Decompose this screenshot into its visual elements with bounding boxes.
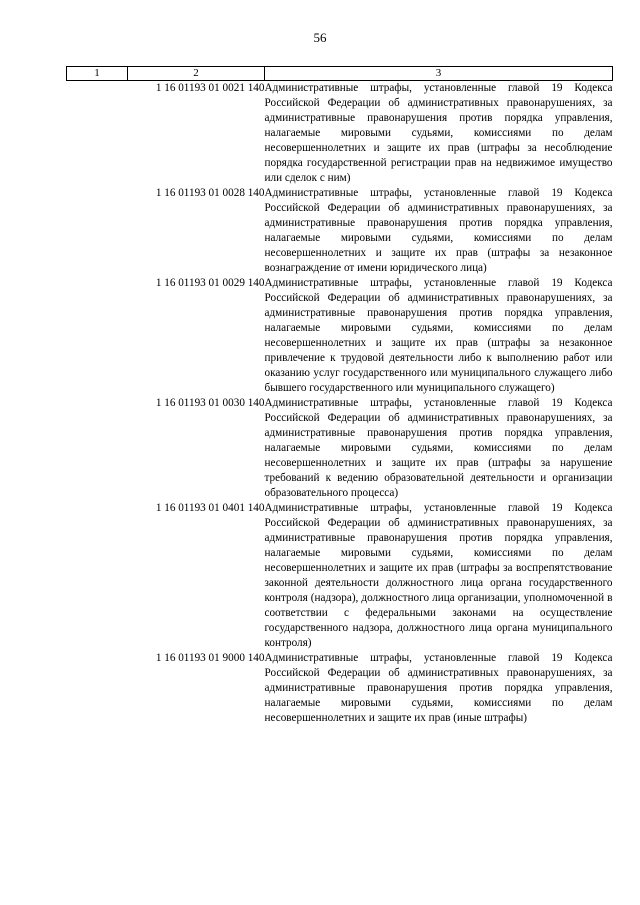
code-description: Административные штрафы, установленные главой 19 Кодекса Российской Федерации об административных правонарушениях, за административные правонарушения против порядка управления, налагаемые мировыми судьями, комиссиями по делам несовершеннолетних и защите их прав (штрафы за незаконное вознаграждение от имени юридического лица) — [264, 187, 613, 274]
row-empty-cell — [67, 501, 128, 651]
code-description: Административные штрафы, установленные главой 19 Кодекса Российской Федерации об административных правонарушениях, за административные правонарушения против порядка управления, налагаемые мировыми судьями, комиссиями по делам несовершеннолетних и защите их прав (штрафы за нарушение требований к ведению образовательной деятельности и организации образовательного процесса) — [264, 397, 613, 499]
row-empty-cell — [67, 396, 128, 501]
code-description: Административные штрафы, установленные главой 19 Кодекса Российской Федерации об административных правонарушениях, за административные правонарушения против порядка управления, налагаемые мировыми судьями, комиссиями по делам несовершеннолетних и защите их прав (штрафы за несоблюдение порядка государственной регистрации прав на недвижимое имущество или сделок с ним) — [264, 82, 613, 184]
row-empty-cell — [67, 81, 128, 187]
table-row — [67, 276, 613, 396]
code-description: Административные штрафы, установленные главой 19 Кодекса Российской Федерации об административных правонарушениях, за административные правонарушения против порядка управления, налагаемые мировыми судьями, комиссиями по делам несовершеннолетних и защите их прав (штрафы за воспрепятствование законной деятельности должностного лица органа государственного контроля (надзора), должностного лица организации, уполномоченной в соответствии с федеральными законами на осуществление государственного надзора, должностного лица органа муниципального контроля) — [264, 502, 613, 649]
budget-code: 1 16 01193 01 9000 140 — [155, 652, 265, 664]
code-description: Административные штрафы, установленные главой 19 Кодекса Российской Федерации об административных правонарушениях, за административные правонарушения против порядка управления, налагаемые мировыми судьями, комиссиями по делам несовершеннолетних и защите их прав (иные штрафы) — [264, 652, 613, 724]
budget-codes-table — [66, 66, 613, 726]
column-header-3: 3 — [265, 67, 613, 81]
budget-code: 1 16 01193 01 0030 140 — [155, 397, 265, 409]
table-row — [67, 81, 613, 187]
budget-code: 1 16 01193 01 0401 140 — [155, 502, 265, 514]
column-header-1: 1 — [67, 67, 128, 81]
row-empty-cell — [67, 186, 128, 276]
column-header-2: 2 — [128, 67, 265, 81]
table-row — [67, 186, 613, 276]
row-empty-cell — [67, 651, 128, 726]
table-row — [67, 501, 613, 651]
page-number: 56 — [313, 30, 327, 45]
table-header-row — [67, 67, 613, 81]
budget-code: 1 16 01193 01 0029 140 — [155, 277, 265, 289]
table-row — [67, 651, 613, 726]
budget-code: 1 16 01193 01 0021 140 — [155, 82, 265, 94]
code-description: Административные штрафы, установленные главой 19 Кодекса Российской Федерации об административных правонарушениях, за административные правонарушения против порядка управления, налагаемые мировыми судьями, комиссиями по делам несовершеннолетних и защите их прав (штрафы за незаконное привлечение к трудовой деятельности либо к выполнению работ или оказанию услуг государственного или муниципального служащего либо бывшего государственного или муниципального служащего) — [264, 277, 613, 394]
table-row — [67, 396, 613, 501]
row-empty-cell — [67, 276, 128, 396]
budget-code: 1 16 01193 01 0028 140 — [155, 187, 265, 199]
